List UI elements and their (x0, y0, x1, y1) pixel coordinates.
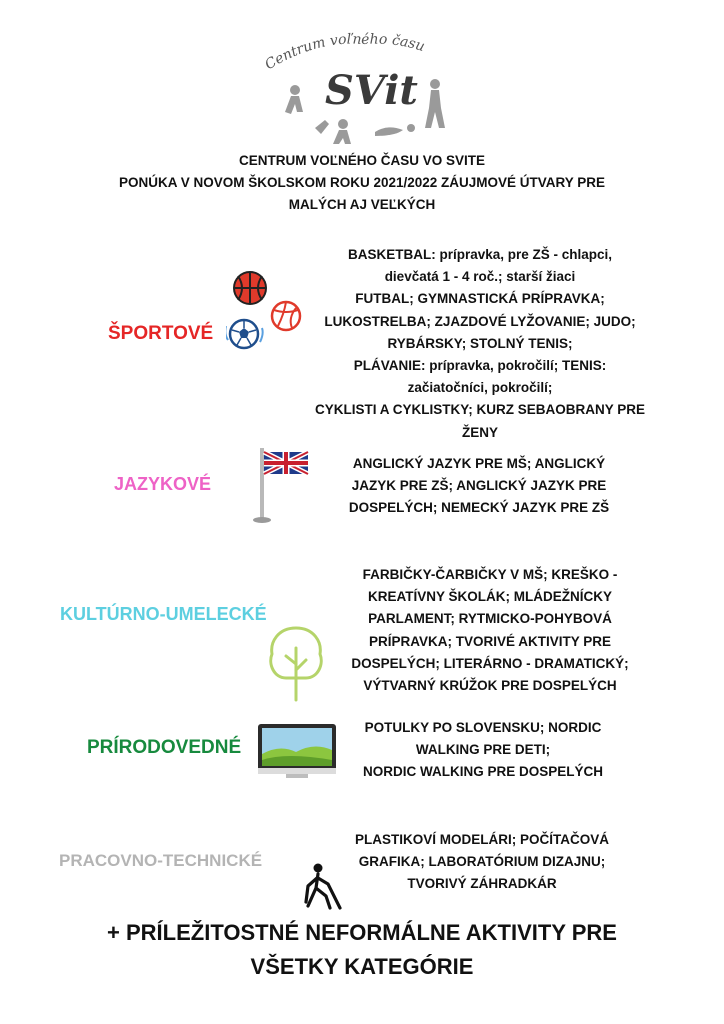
technical-line-2: GRAFIKA; LABORATÓRIUM DIZAJNU; (358, 854, 606, 870)
heading-line-3: MALÝCH AJ VEĽKÝCH (288, 197, 436, 212)
logo-graphic (255, 32, 470, 147)
sports-line-8: CYKLISTI A CYKLISTKY; KURZ SEBAOBRANY PRE (314, 402, 646, 418)
monitor-landscape-icon (256, 722, 338, 785)
culture-line-1: FARBIČKY-ČARBIČKY V MŠ; KREŠKO - (362, 567, 618, 582)
languages-line-2: JAZYK PRE ZŠ; ANGLICKÝ JAZYK PRE (351, 478, 607, 494)
languages-line-3: DOSPELÝCH; NEMECKÝ JAZYK PRE ZŠ (348, 500, 610, 516)
sports-balls-icon (226, 268, 306, 363)
footer-note (40, 916, 684, 984)
nature-line-2: WALKING PRE DETI; (415, 742, 551, 758)
category-desc-nature (330, 717, 636, 784)
sports-line-9: ŽENY (461, 424, 498, 440)
category-title-languages: JAZYKOVÉ (114, 474, 212, 494)
category-title-culture: KULTÚRNO-UMELECKÉ (60, 604, 267, 624)
sports-line-5: RYBÁRSKY; STOLNÝ TENIS; (387, 335, 573, 351)
page-heading (90, 150, 634, 216)
category-desc-technical (322, 829, 642, 896)
uk-flag-icon (252, 446, 312, 529)
heading-line-1: CENTRUM VOĽNÉHO ČASU VO SVITE (238, 153, 486, 168)
sports-line-2: dievčatá 1 - 4 roč.; starší žiaci (384, 269, 576, 285)
nature-line-1: POTULKY PO SLOVENSKU; NORDIC (364, 720, 602, 735)
footer-line-2: VŠETKY KATEGÓRIE (250, 954, 474, 979)
languages-line-1: ANGLICKÝ JAZYK PRE MŠ; ANGLICKÝ (352, 456, 606, 471)
category-title-nature: PRÍRODOVEDNÉ (87, 737, 242, 758)
sports-line-7: začiatočníci, pokročilí; (407, 380, 553, 396)
svg-text:Centrum voľného času: Centrum voľného času (262, 32, 427, 74)
category-desc-languages (322, 453, 636, 520)
culture-line-4: PRÍPRAVKA; TVORIVÉ AKTIVITY PRE (368, 633, 612, 649)
nature-line-3: NORDIC WALKING PRE DOSPELÝCH (362, 764, 603, 780)
culture-line-5: DOSPELÝCH; LITERÁRNO - DRAMATICKÝ; (351, 655, 629, 671)
heading-line-2: PONÚKA V NOVOM ŠKOLSKOM ROKU 2021/2022 ZÁUJMOVÉ ÚTVARY PRE (118, 175, 606, 190)
sports-line-4: LUKOSTRELBA; ZJAZDOVÉ LYŽOVANIE; JUDO; (324, 313, 636, 329)
svit-logo (255, 32, 470, 147)
culture-line-2: KREATÍVNY ŠKOLÁK; MLÁDEŽNÍCKY (367, 589, 612, 605)
sports-line-3: FUTBAL; GYMNASTICKÁ PRÍPRAVKA; (355, 291, 605, 307)
footer-line-1: + PRÍLEŽITOSTNÉ NEFORMÁLNE AKTIVITY PRE (107, 920, 617, 945)
culture-line-6: VÝTVARNÝ KRÚŽOK PRE DOSPELÝCH (363, 678, 617, 694)
technical-line-1: PLASTIKOVÍ MODELÁRI; POČÍTAČOVÁ (354, 832, 609, 847)
sports-line-6: PLÁVANIE: prípravka, pokročilí; TENIS: (353, 358, 607, 374)
sports-line-1: BASKETBAL: prípravka, pre ZŠ - chlapci, (347, 247, 613, 262)
technical-line-3: TVORIVÝ ZÁHRADKÁR (407, 876, 557, 892)
svg-text:SVit: SVit (325, 67, 418, 114)
category-desc-culture (320, 564, 660, 697)
category-desc-sports (308, 244, 652, 444)
category-title-sports: ŠPORTOVÉ (108, 323, 214, 344)
culture-line-3: PARLAMENT; RYTMICKO-POHYBOVÁ (368, 611, 612, 627)
tree-icon (264, 624, 328, 707)
category-title-technical: PRACOVNO-TECHNICKÉ (59, 851, 263, 870)
